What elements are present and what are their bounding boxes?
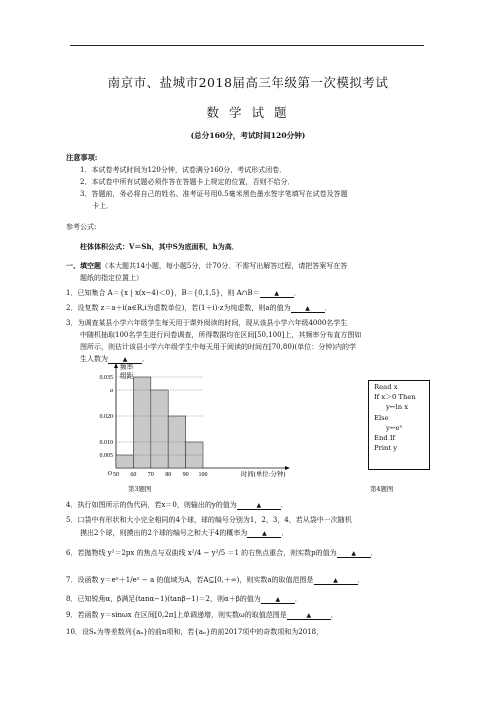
section-desc-cont: 题纸的指定位置上） (80, 274, 143, 282)
section-heading (66, 261, 347, 271)
answer-blank-5[interactable]: ▲ (247, 530, 281, 538)
y-tick-a: a (110, 388, 113, 394)
histogram-bar-[60,70) (133, 377, 150, 468)
code-line-else-assign: y←eˣ (386, 423, 403, 432)
notes-heading: 注意事项: (66, 153, 98, 162)
x-axis-label: 时间(单位:分钟) (241, 471, 286, 478)
histogram-bars (116, 377, 203, 468)
histogram-bar-[70,80) (151, 390, 168, 468)
note-1: 1．本试卷考试时间为120分钟，试卷满分160分，考试形式闭卷． (80, 166, 287, 174)
x-axis-arrow (285, 466, 290, 470)
code-line-then-assign: y←ln x (386, 403, 409, 412)
question-8: 8．已知锐角α，β满足(tanα−1)(tanβ−1)＝2，则α＋β的值为 ▲ ． (66, 595, 302, 603)
answer-blank-6[interactable]: ▲ (337, 550, 371, 558)
note-3-cont: 卡上． (92, 202, 113, 210)
pseudocode-box (368, 380, 430, 470)
question-6-text: 6．若抛物线 y²＝2px 的焦点与双曲线 x²/4 − y²/5 ＝1 的右焦点重合，则实数p的值为 (66, 549, 337, 557)
y-axis-arrow (114, 363, 118, 368)
question-2: 2．设复数 z＝a＋i(a∈R,i为虚数单位)，若(1＋i)·z为纯虚数，则a的值为 ▲ ． (66, 304, 332, 312)
question-5-line-1: 5．口袋中有形状和大小完全相同的4个球，球的编号分别为1，2，3，4，若从袋中一次随机 (66, 516, 352, 524)
question-8-text: 8．已知锐角α，β满足(tanα−1)(tanβ−1)＝2，则α＋β的值为 (66, 595, 261, 603)
code-line-if: If x＞0 Then (374, 393, 416, 402)
y-tick-0.020: 0.020 (99, 414, 113, 420)
answer-blank-9[interactable]: ▲ (287, 612, 331, 620)
question-3-line-3: 图所示，则估计该县小学六年级学生中每天用于阅读的时间在[70,80)(单位：分钟)内的学 (80, 343, 356, 351)
question-4: 4．执行如图所示的伪代码，若x＝0，则输出的y的值为 ▲ ． (66, 501, 288, 509)
question-9-text: 9．若函数 y＝sinωx 在区间[0,2π]上单调递增，则实数ω的取值范围是 (66, 611, 287, 619)
y-tick-labels (100, 375, 114, 459)
answer-blank-7[interactable]: ▲ (314, 577, 358, 585)
answer-blank-2[interactable]: ▲ (291, 305, 325, 313)
question-3-line-1: 3．为调查某县小学六年级学生每天用于课外阅读的时间，现从该县小学六年级4000名学生 (66, 319, 348, 327)
x-tick-60: 60 (130, 472, 137, 478)
y-axis-label-line-2: 组距 (120, 373, 134, 380)
section-desc: （本大题共14小题，每小题5分，计70分．不需写出解答过程，请把答案写在答 (101, 262, 348, 270)
section-title: 一、填空题 (66, 261, 101, 270)
x-tick-70: 70 (147, 472, 154, 478)
x-tick-50: 50 (113, 472, 119, 478)
note-2: 2．本试卷中所有试题必须作答在答题卡上规定的位置，否则不给分． (80, 178, 295, 186)
code-line-read: Read x (374, 383, 398, 391)
question-1: 1．已知集合 A＝{x | x(x−4)＜0}，B＝{0,1,5}，则 A∩B＝ ▲ ． (66, 289, 301, 297)
question-7: 7．设函数 y＝eˣ＋1/eˣ − a 的值域为A，若A⊆[0,＋∞)，则实数a的取值范围是 ▲ ． (66, 576, 365, 584)
question-5-text: 摸出2个球，则摸出的2个球的编号之和大于4的概率为 (80, 529, 248, 537)
x-tick-100: 100 (198, 472, 208, 478)
y-tick-0.010: 0.010 (99, 440, 113, 446)
x-tick-90: 90 (182, 472, 189, 478)
answer-blank-4[interactable]: ▲ (237, 502, 281, 510)
x-tick-labels (108, 471, 208, 478)
y-axis-label (120, 362, 135, 380)
question-3-line-4: 生人数为 ▲ ． (80, 355, 149, 363)
question-2-text: 2．设复数 z＝a＋i(a∈R,i为虚数单位)，若(1＋i)·z为纯虚数，则a的值为 (66, 304, 291, 312)
answer-blank-8[interactable]: ▲ (261, 596, 295, 604)
question-7-text: 7．设函数 y＝eˣ＋1/eˣ − a 的值域为A，若A⊆[0,＋∞)，则实数a的取值范围是 (66, 576, 314, 584)
answer-blank-3[interactable]: ▲ (108, 356, 142, 364)
note-3: 3．答题前，务必将自己的姓名、准考证号用0.5毫米黑色墨水签字笔填写在试卷及答题 (80, 190, 348, 198)
y-axis-label-line-1: 频率 (120, 364, 134, 371)
histogram-bar-[50,60) (116, 455, 133, 468)
formula-heading: 参考公式: (66, 223, 97, 231)
question-4-text: 4．执行如图所示的伪代码，若x＝0，则输出的y的值为 (66, 501, 237, 509)
question-5-line-2: 摸出2个球，则摸出的2个球的编号之和大于4的概率为 ▲ ． (80, 529, 289, 537)
exam-title: 南京市、盐城市2018届高三年级第一次模拟考试 (107, 75, 389, 90)
question-6: 6．若抛物线 y²＝2px 的焦点与双曲线 x²/4 − y²/5 ＝1 的右焦点重合，则实数p的值为 ▲ ． (66, 549, 378, 557)
code-line-else: Else (374, 413, 389, 422)
question-9: 9．若函数 y＝sinωx 在区间[0,2π]上单调递增，则实数ω的取值范围是 ▲ ． (66, 611, 338, 619)
header-rule (70, 45, 424, 46)
origin-label: O (107, 471, 112, 477)
subject-title: 数 学 试 题 (206, 105, 290, 120)
code-line-endif: End If (374, 434, 396, 443)
formula-text: 柱体体积公式：V＝Sh，其中S为底面积，h为高． (80, 242, 239, 251)
question-3-text: 生人数为 (80, 355, 108, 363)
figure-3-caption: 第3题图 (128, 485, 152, 493)
y-tick-0.035: 0.035 (99, 375, 113, 381)
frequency-histogram (78, 362, 300, 480)
x-tick-80: 80 (165, 472, 172, 478)
question-10: 10．设Sₙ为等差数列{aₙ}的前n项和，若{aₙ}的前2017项中的奇数项和为2018， (66, 628, 324, 636)
code-line-print: Print y (374, 444, 398, 453)
figure-4-caption: 第4题图 (370, 485, 394, 493)
question-3-line-2: 中随机抽取100名学生进行问卷调查，所得数据均在区间[50,100]上，其频率分布直方图如 (80, 331, 362, 339)
question-1-text: 1．已知集合 A＝{x | x(x−4)＜0}，B＝{0,1,5}，则 A∩B＝ (66, 289, 260, 297)
y-tick-0.005: 0.005 (99, 453, 113, 459)
score-line: (总分160分，考试时间120分钟) (190, 131, 306, 140)
answer-blank-1[interactable]: ▲ (260, 290, 294, 298)
